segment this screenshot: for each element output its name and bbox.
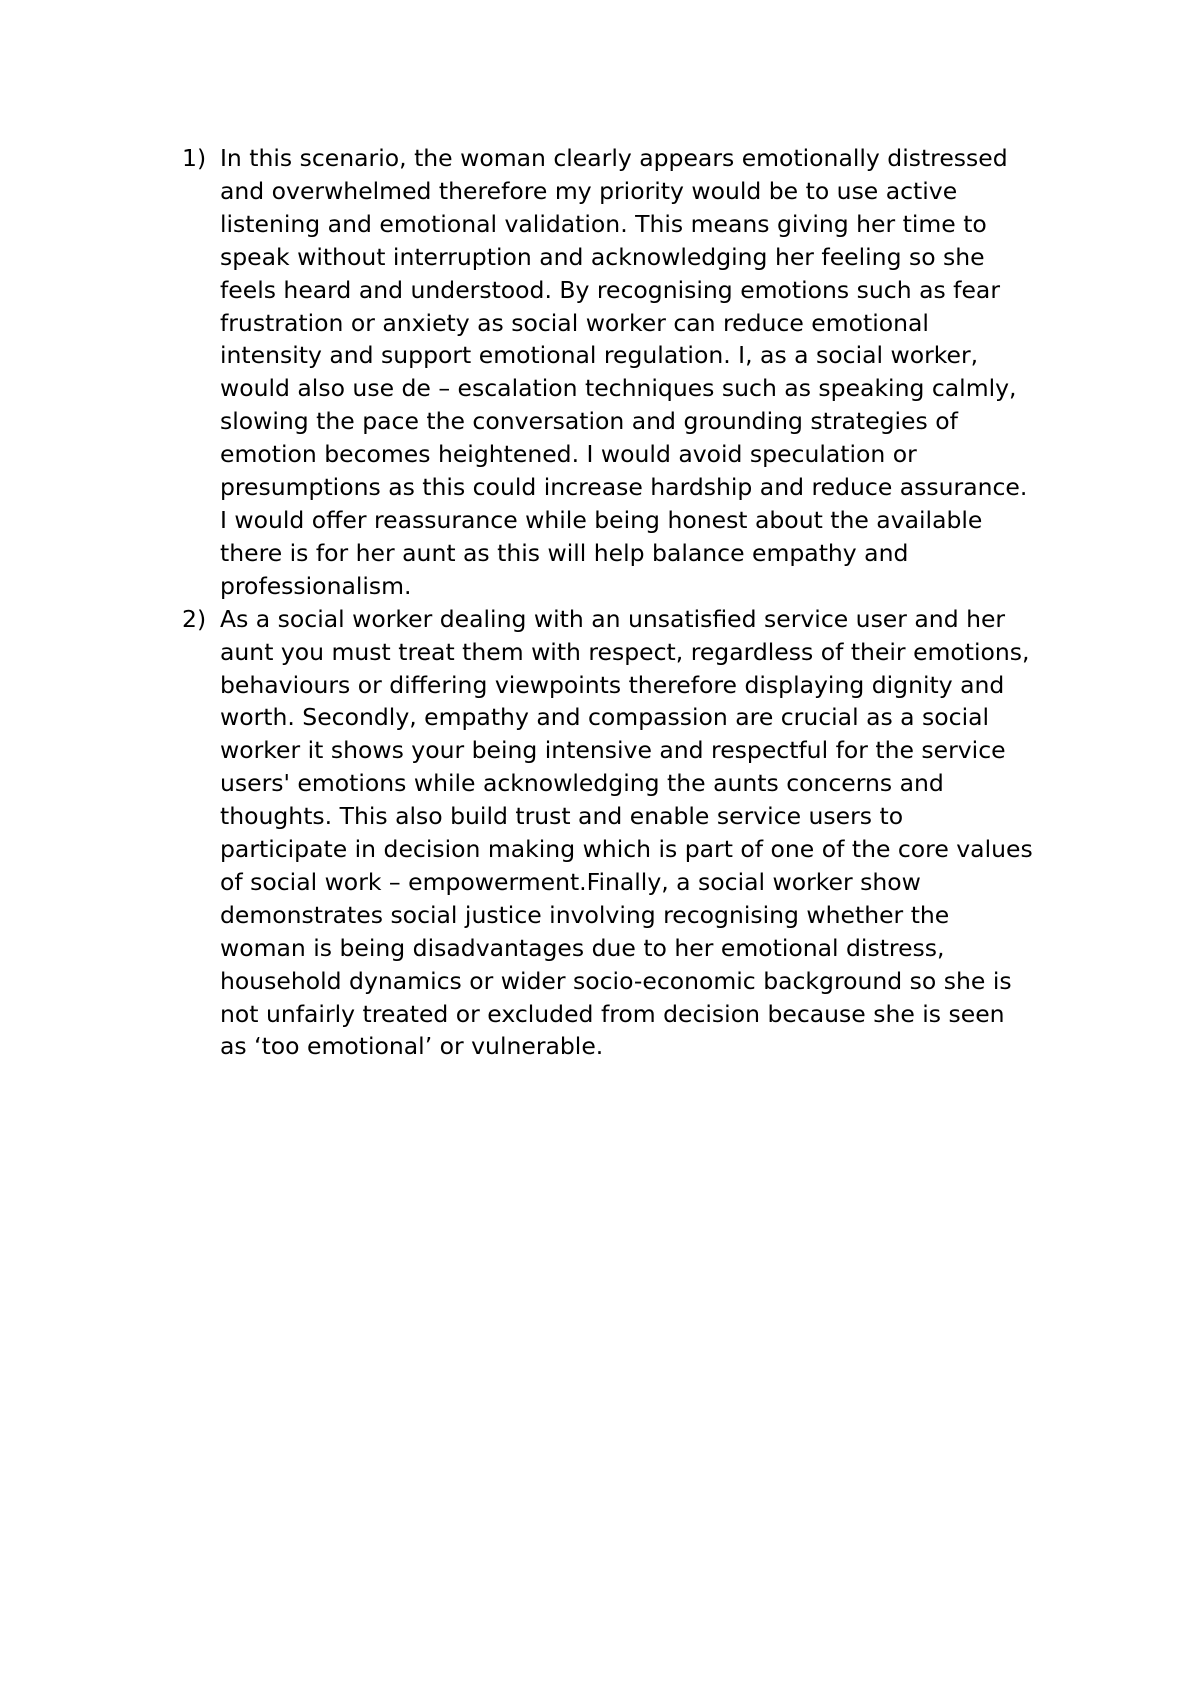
text-line: As a social worker dealing with an unsatisfied service user and her — [220, 604, 1006, 633]
text-line: frustration or anxiety as social worker can reduce emotional — [220, 308, 929, 337]
text-line: would also use de – escalation techniques such as speaking calmly, — [220, 374, 1017, 403]
text-line: thoughts. This also build trust and enable service users to — [220, 802, 904, 831]
answer-1 — [182, 142, 1062, 603]
text-line: behaviours or differing viewpoints therefore displaying dignity and — [220, 670, 1005, 699]
text-line: slowing the pace the conversation and grounding strategies of — [220, 407, 958, 436]
text-line: emotion becomes heightened. I would avoid speculation or — [220, 440, 917, 469]
answer-text — [220, 603, 1062, 1064]
text-line: aunt you must treat them with respect, regardless of their emotions, — [220, 637, 1030, 666]
text-line: I would offer reassurance while being honest about the available — [220, 505, 983, 534]
text-line: there is for her aunt as this will help balance empathy and — [220, 538, 909, 567]
text-line: presumptions as this could increase hardship and reduce assurance. — [220, 473, 1028, 502]
answer-list — [182, 142, 1062, 1063]
text-line: of social work – empowerment.Finally, a social worker show — [220, 867, 921, 896]
answer-number: 1) — [182, 144, 207, 172]
answer-2 — [182, 603, 1062, 1064]
text-line: woman is being disadvantages due to her emotional distress, — [220, 933, 945, 962]
text-line: listening and emotional validation. This means giving her time to — [220, 209, 987, 238]
text-line: demonstrates social justice involving recognising whether the — [220, 900, 950, 929]
text-line: and overwhelmed therefore my priority would be to use active — [220, 176, 958, 205]
text-line: participate in decision making which is part of one of the core values — [220, 835, 1033, 864]
text-line: In this scenario, the woman clearly appears emotionally distressed — [220, 144, 1008, 172]
text-line: users' emotions while acknowledging the aunts concerns and — [220, 769, 944, 798]
text-line: feels heard and understood. By recognising emotions such as fear — [220, 275, 1000, 304]
text-line: worth. Secondly, empathy and compassion are crucial as a social — [220, 703, 990, 732]
text-line: household dynamics or wider socio-economic background so she is — [220, 966, 1012, 995]
text-line: worker it shows your being intensive and respectful for the service — [220, 736, 1006, 765]
text-line: speak without interruption and acknowledging her feeling so she — [220, 242, 985, 271]
text-line: intensity and support emotional regulation. I, as a social worker, — [220, 341, 979, 370]
text-line: not unfairly treated or excluded from decision because she is seen — [220, 999, 1005, 1028]
answer-text — [220, 142, 1062, 603]
answer-number: 2) — [182, 604, 207, 633]
text-line: professionalism. — [220, 571, 412, 600]
text-line: as ‘too emotional’ or vulnerable. — [220, 1032, 604, 1061]
